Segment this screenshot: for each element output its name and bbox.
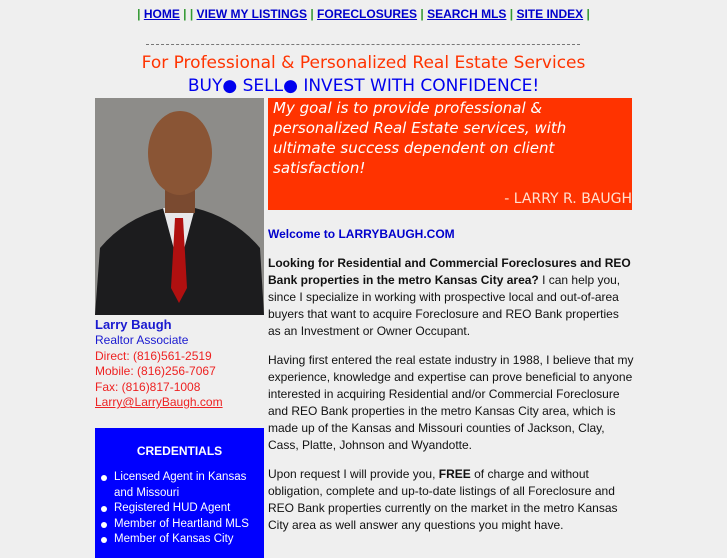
main-content [268,226,634,546]
nav-home[interactable]: HOME [143,7,180,21]
credential-item: Member of Kansas City [109,532,264,548]
divider [146,44,580,45]
nav-listings[interactable]: VIEW MY LISTINGS [196,7,308,21]
experience-paragraph: Having first entered the real estate industry in 1988, I believe that my experience, knowledge and expertise can prove beneficial to anyone interested in acquiring Residential and/or Commercial Foreclosure and REO Bank properties in the metro Kansas City area, which is made up of the Kansas and Missouri counties of Jackson, Clay, Cass, Platte, Johnson and Wyandotte. [268,353,634,452]
credential-item: Licensed Agent in Kansas and Missouri [109,470,264,501]
invest-text: INVEST WITH CONFIDENCE! [303,76,540,96]
sell-text: SELL [242,76,284,96]
quote-signature: - LARRY R. BAUGH [504,191,632,207]
bullet-icon: ● [283,76,298,96]
bullet-icon: ● [222,76,238,96]
quote-box [268,98,632,210]
credential-item: Registered HUD Agent [109,501,264,517]
quote-text: My goal is to provide professional & personalized Real Estate services, with ultimate success dependent on client satisfaction! [273,99,567,177]
mobile-phone: Mobile: (816)256-7067 [95,364,216,378]
offer-a: Upon request I will provide you, [268,467,439,481]
agent-name: Larry Baugh [95,317,172,332]
agent-photo [95,98,264,315]
nav-search-mls[interactable]: SEARCH MLS [427,7,507,21]
agent-role: Realtor Associate [95,333,189,347]
buy-text: BUY [187,76,223,96]
email-link[interactable]: Larry@LarryBaugh.com [95,395,223,409]
direct-phone: Direct: (816)561-2519 [95,348,212,363]
credentials-box [95,428,264,558]
tagline: For Professional & Personalized Real Estate Services [141,53,586,73]
nav-site-index[interactable]: SITE INDEX [516,7,584,21]
top-nav: | HOME | | VIEW MY LISTINGS | FORECLOSURES | SEARCH MLS | SITE INDEX | [137,7,590,21]
offer-b: of charge and without obligation, complete and up-to-date listings of all Foreclosure and REO Bank properties currently on the market in the metro Kansas City area as well answer any questions you might have. [268,467,618,532]
welcome-heading: Welcome to LARRYBAUGH.COM [268,227,455,241]
agent-contact [95,316,265,411]
credential-item: Member of Heartland MLS [109,517,264,533]
offer-free: FREE [438,467,471,481]
tagline-secondary [0,76,727,96]
fax: Fax: (816)817-1008 [95,379,201,394]
offer-paragraph [268,466,634,534]
credentials-title: CREDENTIALS [136,444,223,458]
nav-foreclosures[interactable]: FORECLOSURES [317,7,418,21]
intro-paragraph [268,255,634,340]
intro-rest: I can help you, since I specialize in working with prospective local and out-of-area buyers that want to acquire Foreclosure and REO Bank properties as an Investment or Owner Occupant. [268,273,621,338]
intro-bold: Looking for Residential and Commercial Foreclosures and REO Bank properties in the metro Kansas City area? [268,256,631,287]
